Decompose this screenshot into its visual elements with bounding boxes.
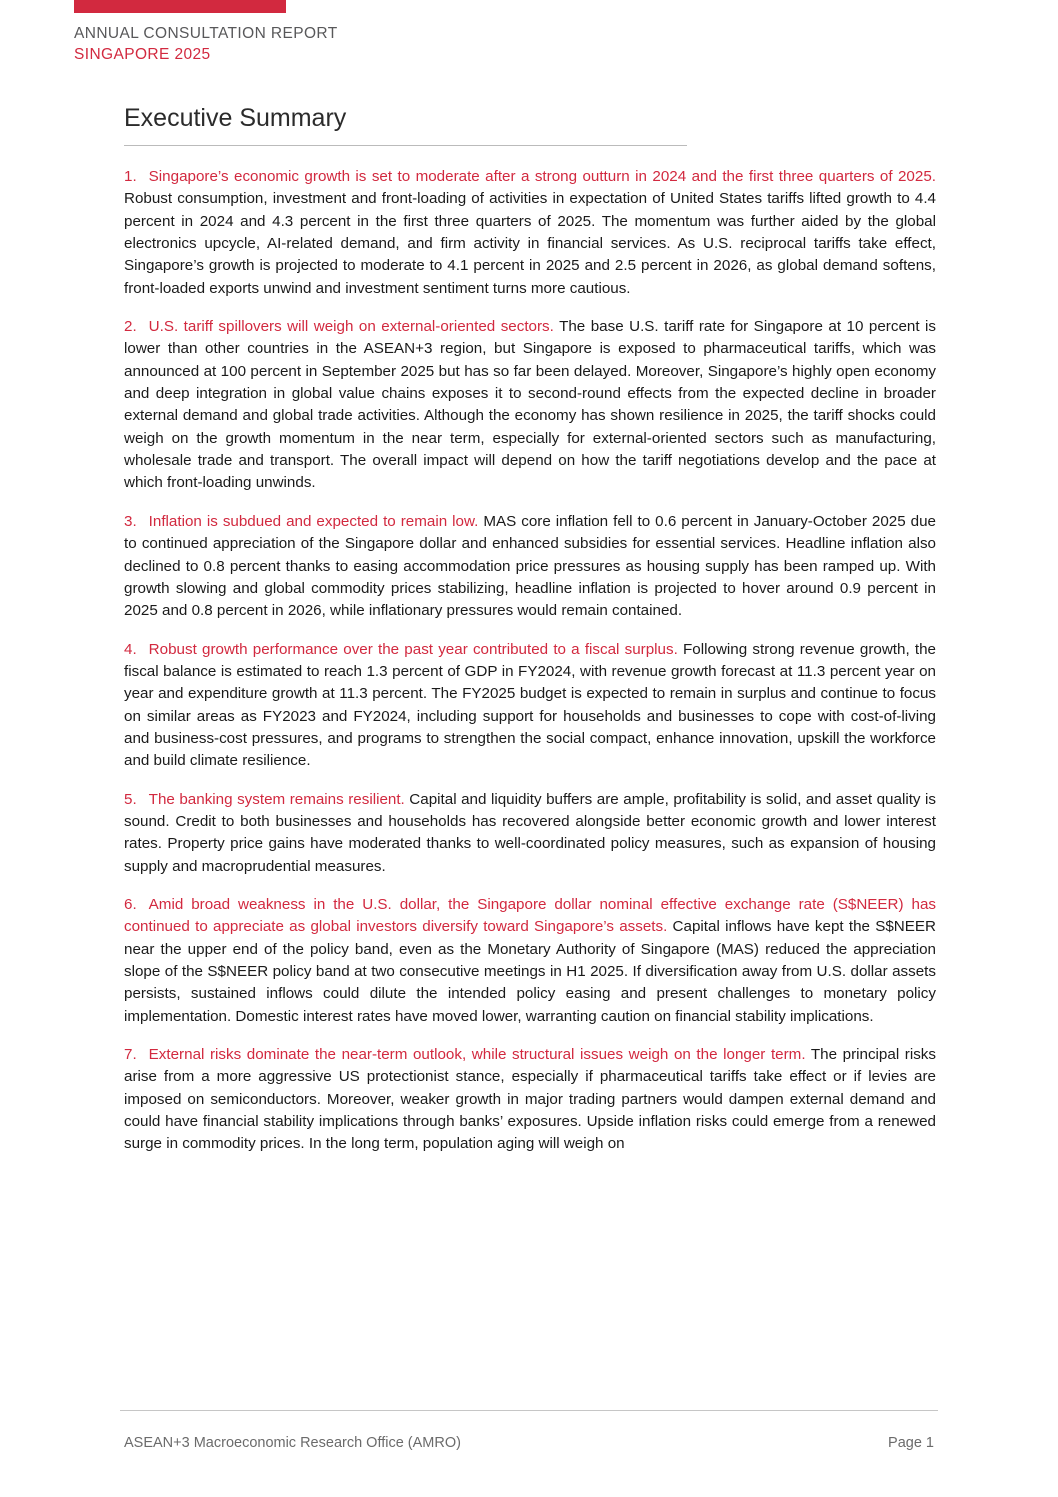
paragraph-1 xyxy=(124,166,936,300)
footer-page-number: Page 1 xyxy=(888,1435,934,1451)
paragraph-number: 1. xyxy=(124,168,137,185)
page-title: Executive Summary xyxy=(124,104,347,132)
paragraph-text: MAS core inflation fell to 0.6 percent in January-October 2025 due to continued appreciation of the Singapore dollar and enhanced subsidies for essential services. Headline inflation also declined to 0.8 percent thanks to easing accommodation price pressures as housing supply has been ramped up. With growth slowing and global commodity prices stabilizing, headline inflation is projected to hover around 0.9 percent in 2025 and 0.8 percent in 2026, while inflationary pressures would remain contained. xyxy=(124,512,936,620)
paragraph-text: Following strong revenue growth, the fiscal balance is estimated to reach 1.3 percent of GDP in FY2024, with revenue growth forecast at 11.3 percent year on year and expenditure growth at 11.3 percent. The FY2025 budget is expected to remain in surplus and continue to focus on similar areas as FY2023 and FY2024, including support for households and businesses to cope with cost-of-living and business-cost pressures, and programs to strengthen the social compact, enhance innovation, upskill the workforce and build climate resilience. xyxy=(124,640,937,770)
paragraph-lead: External risks dominate the near-term outlook, while structural issues weigh on the longer term. xyxy=(148,1046,806,1064)
paragraph-lead: The banking system remains resilient. xyxy=(148,790,405,808)
document-header xyxy=(74,24,338,66)
page-footer xyxy=(124,1435,934,1451)
paragraph-lead: U.S. tariff spillovers will weigh on external-oriented sectors. xyxy=(148,318,554,336)
paragraph-5 xyxy=(124,789,936,878)
header-report-type: ANNUAL CONSULTATION REPORT xyxy=(74,25,338,42)
paragraph-text: The base U.S. tariff rate for Singapore at 10 percent is lower than other countries in the ASEAN+3 region, but Singapore is exposed to pharmaceutical tariffs, which was announced at 100 percent in September 2025 but has so far been delayed. Moreover, Singapore’s highly open economy and deep integration in global value chains exposes it to second-round effects from the expected decline in broader external demand and global trade activities. Although the economy has shown resilience in 2025, the tariff shocks could weigh on the growth momentum in the near term, especially for external-oriented sectors such as manufacturing, wholesale trade and transport. The overall impact will depend on how the tariff negotiations develop and the pace at which front-loading unwinds. xyxy=(124,318,936,492)
paragraph-number: 5. xyxy=(124,790,137,808)
paragraph-7 xyxy=(124,1044,936,1156)
paragraph-2 xyxy=(124,316,936,495)
paragraph-3 xyxy=(124,511,936,623)
footer-organization: ASEAN+3 Macroeconomic Research Office (AMRO) xyxy=(124,1435,461,1451)
paragraph-text: Robust consumption, investment and front-loading of activities in expectation of United States tariffs lifted growth to 4.4 percent in 2024 and 4.3 percent in the first three quarters of 2025. The momentum was further aided by the global electronics upcycle, AI-related demand, and firm activity in financial services. As U.S. reciprocal tariffs take effect, Singapore’s growth is projected to moderate to 4.1 percent in 2025 and 2.5 percent in 2026, as global demand softens, front-loaded exports unwind and investment sentiment turns more cautious. xyxy=(124,190,936,297)
paragraph-number: 2. xyxy=(124,318,137,336)
paragraph-lead: Amid broad weakness in the U.S. dollar, the Singapore dollar nominal effective exchange rate (S$NEER) has continued to appreciate as global investors diversify toward Singapore’s assets. xyxy=(124,895,936,936)
paragraph-6 xyxy=(124,894,936,1028)
paragraph-lead: Singapore’s economic growth is set to moderate after a strong outturn in 2024 and the first three quarters of 2025. xyxy=(148,168,936,185)
paragraph-number: 6. xyxy=(124,895,137,913)
paragraph-text: Capital inflows have kept the S$NEER near the upper end of the policy band, even as the Monetary Authority of Singapore (MAS) reduced the appreciation slope of the S$NEER policy band at two consecutive meetings in H1 2025. If diversification away from U.S. dollar assets persists, sustained inflows could dilute the intended policy easing and present challenges to monetary policy implementation. Domestic interest rates have moved lower, warranting caution on financial stability implications. xyxy=(124,918,936,1025)
paragraph-text: The principal risks arise from a more aggressive US protectionist stance, especially if pharmaceutical tariffs take effect or if levies are imposed on semiconductors. Moreover, weaker growth in major trading partners would dampen external demand and could have financial stability implications through banks’ exposures. Upside inflation risks could emerge from a renewed surge in commodity prices. In the long term, population aging will weigh on xyxy=(124,1046,936,1153)
paragraph-number: 3. xyxy=(124,512,137,530)
paragraph-4 xyxy=(124,639,936,773)
paragraph-lead: Robust growth performance over the past year contributed to a fiscal surplus. xyxy=(148,640,678,658)
document-body xyxy=(124,104,936,1156)
header-report-subject: SINGAPORE 2025 xyxy=(74,45,211,63)
paragraph-lead: Inflation is subdued and expected to remain low. xyxy=(148,512,479,530)
title-divider xyxy=(124,145,687,146)
paragraph-text: Capital and liquidity buffers are ample, profitability is solid, and asset quality is sound. Credit to both businesses and households has recovered alongside better economic growth and lower interest rates. Property price gains have moderated thanks to well-coordinated policy measures, such as expansion of housing supply and macroprudential measures. xyxy=(124,790,936,875)
paragraph-number: 4. xyxy=(124,640,137,658)
paragraph-number: 7. xyxy=(124,1046,137,1064)
header-accent-bar xyxy=(74,0,286,13)
footer-divider xyxy=(120,1410,938,1411)
